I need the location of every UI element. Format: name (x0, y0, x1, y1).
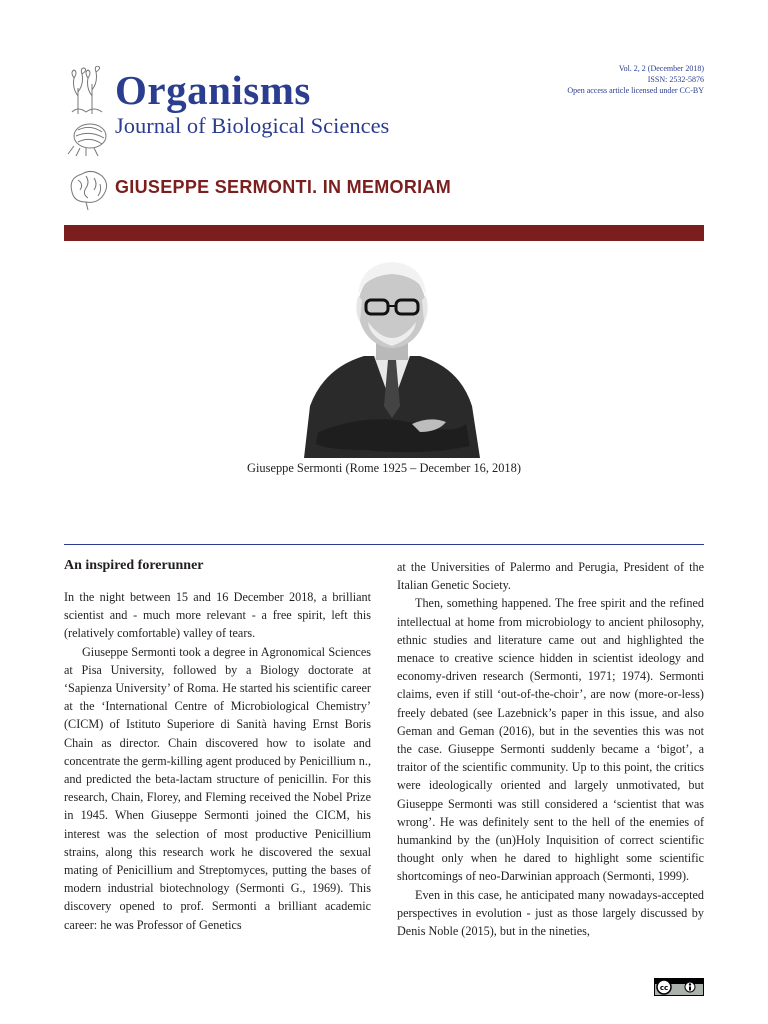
paragraph: Even in this case, he anticipated many nowadays-accepted perspectives in evolution - just as those largely discussed by Denis Noble (2015), but in the nineties, (397, 887, 704, 939)
journal-meta (567, 63, 704, 96)
left-column (64, 588, 371, 934)
paragraph: at the Universities of Palermo and Perugia, President of the Italian Genetic Society. (397, 560, 704, 593)
shell-logo-icon (64, 118, 112, 158)
volume-info: Vol. 2, 2 (December 2018) (618, 64, 704, 73)
issn-info: ISSN: 2532-5876 (647, 75, 704, 84)
figure-caption: Giuseppe Sermonti (Rome 1925 – December 16, 2018) (247, 461, 521, 475)
header-bar (64, 225, 704, 241)
portrait-photo (304, 256, 480, 458)
cc-by-icon (654, 978, 704, 996)
journal-name: Organisms (115, 67, 311, 113)
paragraph: Giuseppe Sermonti took a degree in Agronomical Sciences at Pisa University, followed by a Biology doctorate at ‘Sapienza University’ of Roma. He started his scientific career at the ‘International Centre of Microbiological Chemistry’ (CICM) of Istituto Superiore di Sanità having Ernst Boris Chain as director. Chain discovered how to isolate and concentrate the germ-killing agent produced by Penicillium n., and predicted the beta-lactam structure of penicillin. For this research, Chain, Florey, and Fleming received the Nobel Prize in 1945. When Giuseppe Sermonti joined the CICM, his interest was the selection of most productive Penicillium strains, along this research work he discovered the sexual mating of Penicillium and Streptomyces, putting the bases of modern industrial biotechnology (Sermonti G., 1969). This discovery opened to prof. Sermonti a brilliant academic career: he was Professor of Genetics (64, 644, 371, 932)
cc-badge-text: cc (659, 984, 669, 992)
paragraph: In the night between 15 and 16 December 2018, a brilliant scientist and - much more relevant - a free spirit, left this (relatively comfortable) valley of tears. (64, 590, 371, 641)
brain-logo-icon (64, 166, 112, 212)
section-heading: An inspired forerunner (64, 558, 204, 573)
license-info: Open access article licensed under CC-BY (567, 86, 704, 95)
fungus-logo-icon (64, 66, 112, 116)
right-column (397, 558, 704, 940)
article-title: GIUSEPPE SERMONTI. IN MEMORIAM (115, 177, 452, 197)
paragraph: Then, something happened. The free spirit and the refined intellectual at home from microbiology to ancient philosophy, ethnic studies and literature came out and highlighted the menace to creative science hidden in scientist ideology and economy-driven research (Sermonti, 1971; 1974). Sermonti claims, even if still ‘out-of-the-choir’, are now (more-or-less) freely debated (see Lazebnick’s paper in this issue, and also Geman and Geman (2016), but in the seventies this was not the case. Giuseppe Sermonti suddenly became a ‘bigot’, a traitor of the scientific community. Up to this point, the critics were ideologically oriented and largely unmotivated, but Giuseppe Sermonti was still considered a ‘scientist that was wrong’. He was definitely sent to the hell of the enemies of humankind by the (un)Holy Inquisition of correct scientific thought only when he dared to highlight some scientific shortcomings of neo-Darwinian approach (Sermonti, 1999). (397, 596, 704, 884)
section-divider (64, 544, 704, 545)
journal-subtitle: Journal of Biological Sciences (115, 113, 390, 138)
